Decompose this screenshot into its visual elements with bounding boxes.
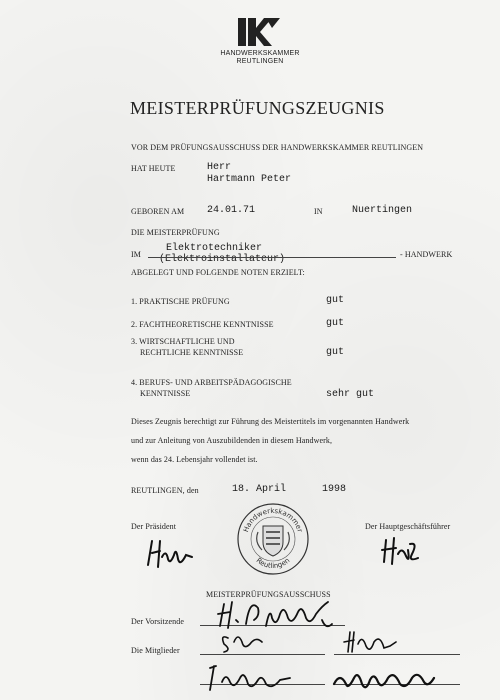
grade4-label-a: 4. BERUFS- UND ARBEITSPÄDAGOGISCHE	[131, 378, 292, 387]
salutation-value: Herr	[207, 162, 232, 173]
statement-line3: wenn das 24. Lebensjahr vollendet ist.	[131, 455, 258, 464]
grade1-label: 1. PRAKTISCHE PRÜFUNG	[131, 297, 230, 306]
birth-place-value: Nuertingen	[352, 205, 413, 216]
issue-year-value: 1998	[322, 484, 347, 495]
statement-line2: und zur Anleitung von Auszubildenden in diesem Handwerk,	[131, 436, 333, 445]
place-date-label: REUTLINGEN, den	[131, 486, 199, 495]
im-label: IM	[131, 250, 141, 259]
committee-label: MEISTERPRÜFUNGSAUSSCHUSS	[206, 590, 331, 599]
trade-line2: (Elektroinstallateur)	[159, 254, 286, 265]
svg-text:Reutlingen	[255, 556, 292, 570]
grade4-value: sehr gut	[326, 389, 375, 400]
seal-bottom-text: Reutlingen	[254, 556, 292, 571]
president-signature-icon	[142, 535, 198, 571]
grade3-label-b: RECHTLICHE KENNTNISSE	[140, 348, 244, 357]
chair-label: Der Vorsitzende	[131, 617, 184, 626]
manager-signature-icon	[378, 534, 424, 568]
in-label: IN	[314, 207, 323, 216]
name-value: Hartmann Peter	[207, 174, 292, 185]
chamber-seal-icon	[236, 502, 310, 576]
trade-line1: Elektrotechniker	[166, 243, 263, 254]
org-name-line2: REUTLINGEN	[236, 58, 284, 65]
org-name-line1: HANDWERKSKAMMER	[220, 50, 300, 57]
born-label: GEBOREN AM	[131, 207, 185, 216]
grade3-value: gut	[326, 347, 345, 358]
grade1-value: gut	[326, 295, 345, 306]
passed-label: ABGELEGT UND FOLGENDE NOTEN ERZIELT:	[131, 268, 305, 277]
member3-signature-icon	[200, 656, 320, 692]
member1-signature-icon	[214, 628, 274, 656]
member4-signature-icon	[330, 658, 442, 694]
trade-underline	[148, 257, 396, 258]
hat-heute-label: HAT HEUTE	[131, 164, 176, 173]
document-title: MEISTERPRÜFUNGSZEUGNIS	[130, 98, 385, 118]
birth-date-value: 24.01.71	[207, 205, 256, 216]
issue-date-value: 18. April	[232, 484, 287, 495]
exam-label: DIE MEISTERPRÜFUNG	[131, 228, 220, 237]
statement-line1: Dieses Zeugnis berechtigt zur Führung des Meistertitels im vorgenannten Handwerk	[131, 417, 410, 426]
seal-top-text: Handwerkskammer	[242, 506, 304, 534]
grade2-label: 2. FACHTHEORETISCHE KENNTNISSE	[131, 320, 274, 329]
chamber-logo-icon	[236, 18, 282, 48]
grade4-label-b: KENNTNISSE	[140, 389, 191, 398]
members-label: Die Mitglieder	[131, 646, 180, 655]
president-label: Der Präsident	[131, 522, 177, 531]
grade3-label-a: 3. WIRTSCHAFTLICHE UND	[131, 337, 235, 346]
handwerk-label: - HANDWERK	[400, 250, 453, 259]
grade2-value: gut	[326, 318, 345, 329]
intro-text: VOR DEM PRÜFUNGSAUSSCHUSS DER HANDWERKSKAMMER REUTLINGEN	[131, 143, 424, 152]
manager-label: Der Hauptgeschäftsführer	[365, 522, 451, 531]
member2-signature-icon	[340, 628, 400, 656]
